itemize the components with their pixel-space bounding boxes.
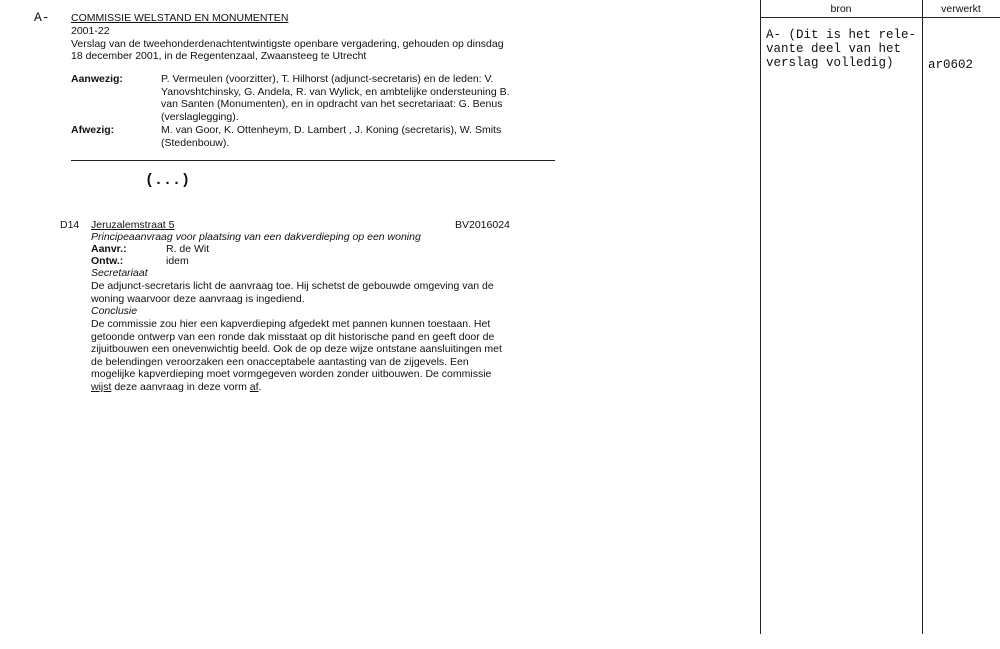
applicant-value: R. de Wit [166,243,210,255]
absent-line: M. van Goor, K. Ottenheym, D. Lambert , J. Koning (secretaris), W. Smits [161,124,502,136]
item-subject: Principeaanvraag voor plaatsing van een dakverdieping op een woning [91,231,421,243]
bron-header: bron [830,3,852,15]
secretariat-text [91,280,494,305]
secretariat-line: woning waarvoor deze aanvraag is ingediend. [91,292,305,305]
conclusion-word-af: af [249,380,259,393]
secretariat-line: De adjunct-secretaris licht de aanvraag toe. Hij schetst de gebouwde omgeving van de [91,280,494,292]
secretariat-heading: Secretariaat [91,267,148,279]
conclusion-last-line [91,381,502,394]
omission-marker: (...) [145,172,191,189]
present-line: P. Vermeulen (voorzitter), T. Hilhorst (adjunct-secretaris) en de leden: V. [161,73,494,85]
item-code: D14 [60,219,80,231]
conclusion-heading: Conclusie [91,305,138,317]
margin-marker: A- [34,10,50,25]
column-divider [922,0,923,634]
conclusion-text [91,318,502,394]
applicant-label: Aanvr.: [91,243,127,255]
conclusion-line: mogelijke kapverdieping moet vormgegeven worden zonder uitbouwen. De commissie [91,368,492,381]
report-number: 2001-22 [71,25,110,37]
absent-list [161,124,501,149]
bron-note [766,28,916,70]
bron-note-line: vante deel van het [766,42,902,56]
present-label: Aanwezig: [71,73,123,85]
absent-label: Afwezig: [71,124,115,136]
absent-line: (Stedenbouw). [161,136,230,149]
present-line: Yanovshtchinsky, G. Andela, R. van Wylick, en ambtelijke ondersteuning B. [161,85,510,98]
present-list [161,73,510,123]
report-description-line-1: Verslag van de tweehonderdenachtentwintigste openbare vergadering, gehouden op dinsdag [71,38,504,50]
conclusion-line: De commissie zou hier een kapverdieping afgedekt met pannen kunnen toestaan. Het [91,318,491,330]
item-address: Jeruzalemstraat 5 [91,219,175,231]
verwerkt-value: ar0602 [928,58,974,72]
bron-column-left-border [760,0,761,634]
bron-note-line: A- (Dit is het rele- [766,28,917,42]
conclusion-line: zijuitbouwen een onevenwichtig beeld. Ook de op deze wijze ontstane aansluitingen met [91,343,502,356]
column-header-rule [760,17,1000,18]
conclusion-line: de belendingen veroorzaken een onacceptabele aantasting van de zijgevels. Een [91,355,469,368]
conclusion-last-mid: deze aanvraag in deze vorm [111,380,250,393]
bron-note-line: verslag volledig) [766,56,894,70]
verwerkt-header: verwerkt [941,3,981,15]
designer-value: idem [166,255,189,267]
conclusion-last-post: . [258,380,262,393]
header-separator [71,160,555,161]
document-title: COMMISSIE WELSTAND EN MONUMENTEN [71,12,289,24]
report-description-line-2: 18 december 2001, in de Regentenzaal, Zwaansteeg te Utrecht [71,50,367,62]
present-line: van Santen (Monumenten), en in opdracht van het secretariaat: G. Benus [161,98,503,111]
conclusion-word-wijst: wijst [91,380,112,393]
item-reference: BV2016024 [455,219,510,231]
designer-label: Ontw.: [91,255,124,267]
conclusion-line: getoonde ontwerp van een ronde dak misstaat op dit historische pand en geeft door de [91,330,495,343]
present-line: (verslaglegging). [161,110,239,123]
